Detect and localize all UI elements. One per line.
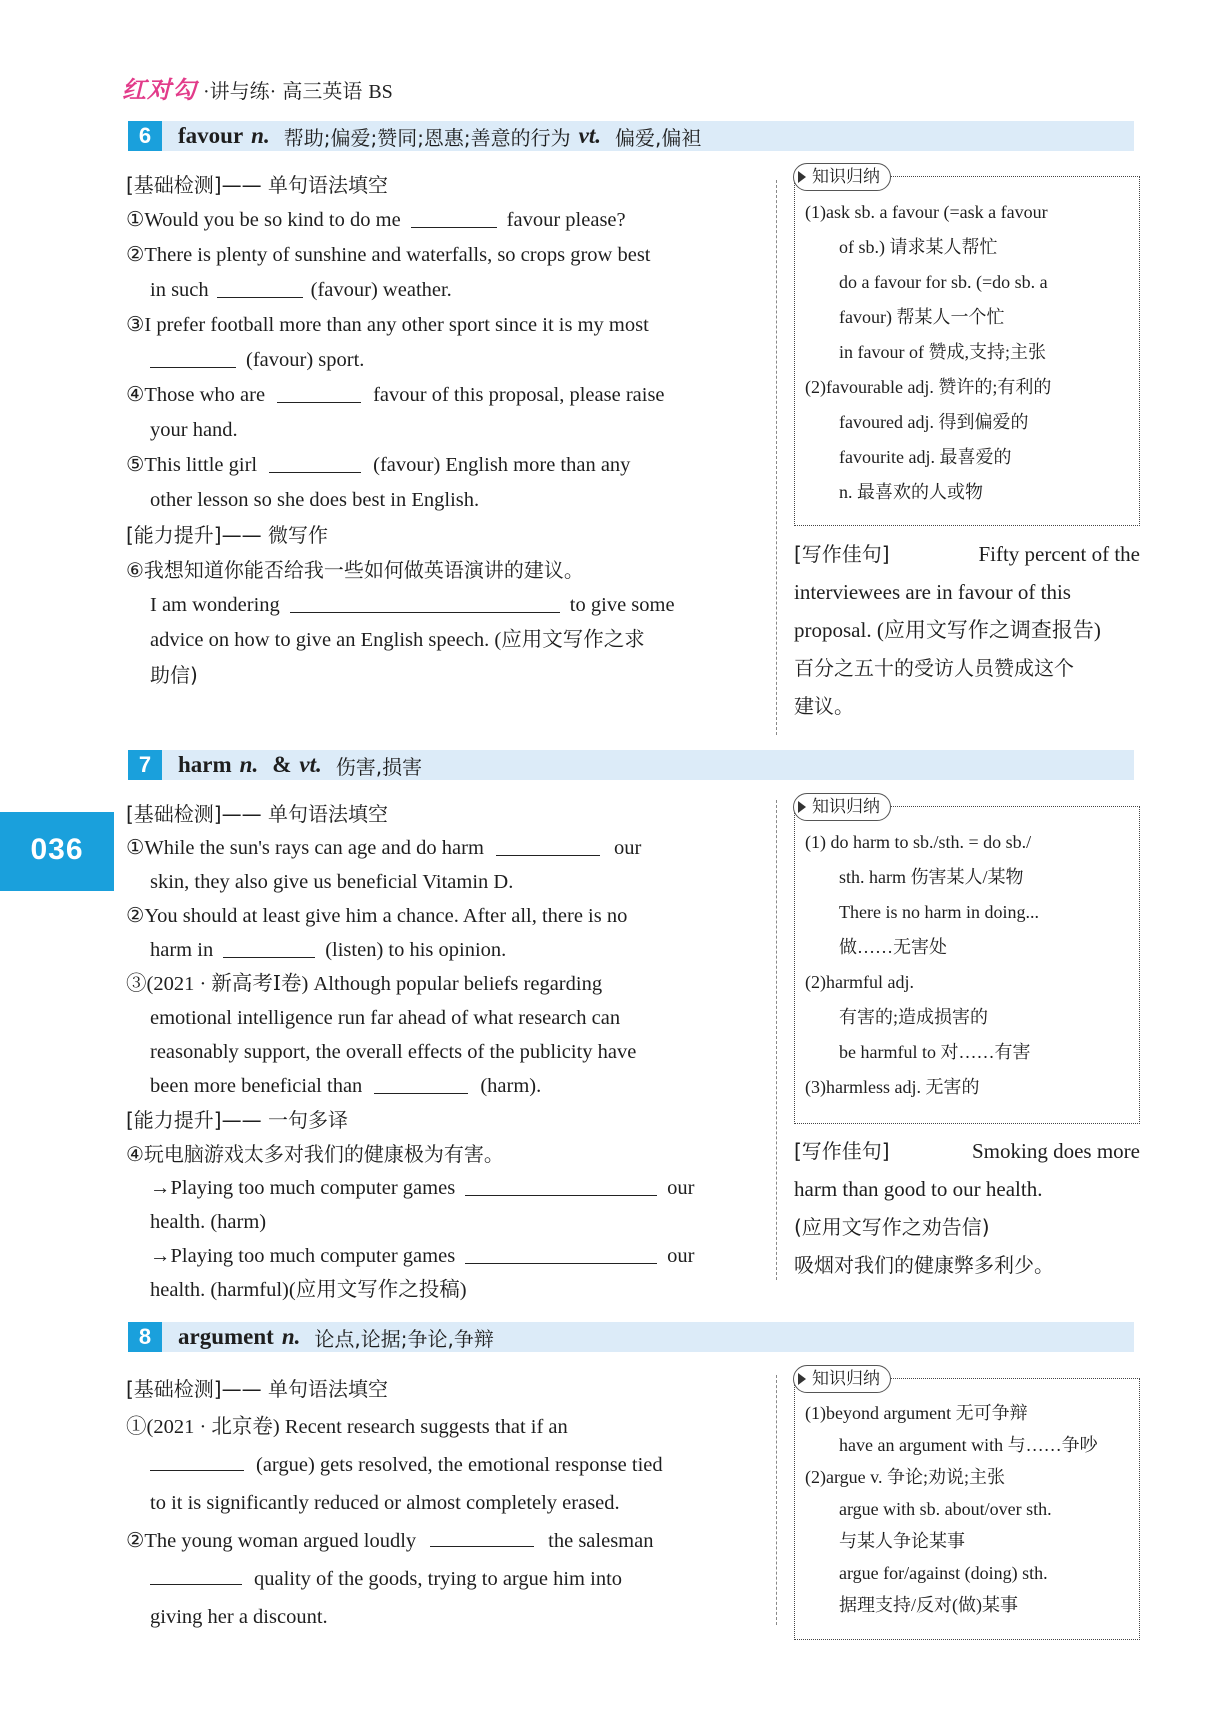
part-of-speech: vt. xyxy=(578,123,602,148)
exercise-line: health. (harm) xyxy=(150,1211,267,1233)
writing-example-harm xyxy=(794,1132,1140,1284)
question-text: I am wondering xyxy=(150,594,280,616)
exercise-line xyxy=(126,1171,760,1205)
exercise-line: ④玩电脑游戏太多对我们的健康极为有害。 xyxy=(126,1142,504,1166)
question-text: harm in xyxy=(150,939,214,961)
exercise-line xyxy=(126,1522,760,1560)
exercise-line: emotional intelligence run far ahead of what research can xyxy=(150,1007,621,1029)
entry-heading-argument xyxy=(128,1322,1134,1352)
note-line: (1)beyond argument 无可争辩 xyxy=(805,1403,1028,1423)
writing-text: Fifty percent of the xyxy=(978,542,1140,566)
tag-label: 知识归纳 xyxy=(812,797,880,817)
entry-number: 8 xyxy=(128,1322,162,1352)
writing-example-favour xyxy=(794,535,1140,725)
exercise-line: ③I prefer football more than any other sport since it is my most xyxy=(126,314,649,336)
question-text: ⑤This little girl xyxy=(126,454,258,476)
exercise-line: skin, they also give us beneficial Vitamin D. xyxy=(150,871,514,893)
note-line: (1)ask sb. a favour (=ask a favour xyxy=(805,202,1048,222)
wj-line: 百分之五十的受访人员赞成这个 xyxy=(794,656,1074,680)
wj-line: interviewees are in favour of this xyxy=(794,580,1071,604)
triangle-icon xyxy=(798,171,806,183)
note-line: (1) do harm to sb./sth. = do sb./ xyxy=(805,832,1032,852)
exercise-column-argument xyxy=(126,1370,760,1636)
exercise-line: reasonably support, the overall effects of the publicity have xyxy=(150,1041,637,1063)
note-line: 与某人争论某事 xyxy=(839,1531,965,1551)
exercise-line xyxy=(126,273,760,308)
exercise-line: your hand. xyxy=(150,419,238,441)
wj-line xyxy=(794,535,1140,573)
exercise-line xyxy=(126,343,760,378)
answer-blank[interactable] xyxy=(465,1239,657,1264)
question-text: (harm). xyxy=(480,1075,542,1097)
exercise-line: ⑥我想知道你能否给我一些如何做英语演讲的建议。 xyxy=(126,558,584,582)
tag-label: 知识归纳 xyxy=(812,1369,880,1389)
headword: favour xyxy=(178,123,244,148)
wj-line: (应用文写作之劝告信) xyxy=(794,1215,990,1239)
answer-blank[interactable] xyxy=(217,273,303,298)
triangle-icon xyxy=(798,801,806,813)
wj-line: harm than good to our health. xyxy=(794,1177,1043,1201)
entry-number: 7 xyxy=(128,750,162,780)
exercise-line: ②There is plenty of sunshine and waterfalls, so crops grow best xyxy=(126,244,651,266)
wj-line xyxy=(794,1132,1140,1170)
question-text: ①While the sun's rays can age and do harm xyxy=(126,837,484,859)
answer-blank[interactable] xyxy=(223,933,315,958)
question-text: →Playing too much computer games xyxy=(150,1245,456,1267)
writing-label: [写作佳句] xyxy=(794,542,890,566)
answer-blank[interactable] xyxy=(150,343,236,368)
exercise-line xyxy=(126,1446,760,1484)
knowledge-tag xyxy=(793,163,891,191)
exercise-line xyxy=(126,378,760,413)
definition: 伤害,损害 xyxy=(335,754,423,779)
note-line: argue for/against (doing) sth. xyxy=(839,1563,1048,1583)
question-text: favour of this proposal, please raise xyxy=(373,384,665,406)
note-line: favour) 帮某人一个忙 xyxy=(839,307,1005,327)
exercise-line: to it is significantly reduced or almost completely erased. xyxy=(150,1492,620,1514)
answer-blank[interactable] xyxy=(411,203,497,228)
exercise-line: ②You should at least give him a chance. After all, there is no xyxy=(126,905,628,927)
section-heading: [基础检测]—— 单句语法填空 xyxy=(126,173,388,197)
answer-blank[interactable] xyxy=(269,448,361,473)
note-line: favourite adj. 最喜爱的 xyxy=(839,447,1012,467)
question-text: (argue) gets resolved, the emotional response tied xyxy=(256,1454,663,1476)
note-line: sth. harm 伤害某人/某物 xyxy=(839,867,1024,887)
section-heading: [能力提升]—— 微写作 xyxy=(126,523,328,547)
part-of-speech: n. xyxy=(281,1324,301,1349)
question-text: the salesman xyxy=(548,1530,654,1552)
note-line: n. 最喜欢的人或物 xyxy=(839,482,983,502)
triangle-icon xyxy=(798,1373,806,1385)
note-line: There is no harm in doing... xyxy=(839,902,1039,922)
question-text: (favour) sport. xyxy=(246,349,365,371)
question-text: →Playing too much computer games xyxy=(150,1177,456,1199)
exercise-line: other lesson so she does best in English. xyxy=(150,489,480,511)
column-divider xyxy=(776,180,777,735)
note-line: be harmful to 对……有害 xyxy=(839,1042,1031,1062)
exercise-line xyxy=(126,831,760,865)
question-text: been more beneficial than xyxy=(150,1075,363,1097)
exercise-line xyxy=(126,448,760,483)
note-line: do a favour for sb. (=do sb. a xyxy=(839,272,1048,292)
series-label: ·讲与练· xyxy=(203,81,277,103)
column-divider xyxy=(776,1375,777,1625)
note-line: of sb.) 请求某人帮忙 xyxy=(839,237,998,257)
answer-blank[interactable] xyxy=(150,1560,242,1585)
note-line: 做……无害处 xyxy=(839,937,947,957)
definition: 偏爱,偏袒 xyxy=(615,125,702,150)
note-line: (2)favourable adj. 赞许的;有利的 xyxy=(805,377,1052,397)
writing-label: [写作佳句] xyxy=(794,1139,890,1163)
part-of-speech: vt. xyxy=(299,752,322,777)
note-line: 有害的;造成损害的 xyxy=(839,1007,989,1027)
note-line: in favour of 赞成,支持;主张 xyxy=(839,342,1046,362)
headword: harm xyxy=(178,752,232,777)
page-number: 036 xyxy=(0,812,114,888)
page-header xyxy=(122,70,393,104)
knowledge-box-favour xyxy=(794,167,1140,526)
page-tab-underline xyxy=(0,888,114,891)
ampersand: & xyxy=(272,752,292,777)
column-divider xyxy=(776,800,777,1280)
section-heading: [能力提升]—— 一句多译 xyxy=(126,1108,348,1132)
section-heading: [基础检测]—— 单句语法填空 xyxy=(126,802,388,826)
note-line: favoured adj. 得到偏爱的 xyxy=(839,412,1029,432)
exercise-line xyxy=(126,1069,760,1103)
exercise-column-harm xyxy=(126,797,760,1307)
wj-line: 吸烟对我们的健康弊多利少。 xyxy=(794,1253,1054,1277)
note-line: (3)harmless adj. 无害的 xyxy=(805,1077,980,1097)
question-text: favour please? xyxy=(506,209,626,231)
exercise-line xyxy=(126,1239,760,1273)
definition: 帮助;偏爱;赞同;恩惠;善意的行为 xyxy=(283,125,571,150)
exercise-line xyxy=(126,1560,760,1598)
note-line: have an argument with 与……争吵 xyxy=(839,1435,1098,1455)
exercise-column-favour xyxy=(126,168,760,693)
part-of-speech: n. xyxy=(251,123,270,148)
exercise-line xyxy=(126,588,760,623)
note-line: (2)harmful adj. xyxy=(805,972,914,992)
exercise-line: ①(2021 · 北京卷) Recent research suggests that if an xyxy=(126,1416,568,1438)
part-of-speech: n. xyxy=(239,752,259,777)
exercise-line xyxy=(126,933,760,967)
answer-blank[interactable] xyxy=(150,1446,244,1471)
wj-line: proposal. (应用文写作之调查报告) xyxy=(794,618,1101,642)
entry-heading-harm xyxy=(128,750,1134,780)
question-text: in such xyxy=(150,279,209,301)
question-text: quality of the goods, trying to argue him into xyxy=(254,1568,623,1590)
question-text: (favour) weather. xyxy=(310,279,452,301)
tag-label: 知识归纳 xyxy=(812,167,880,187)
answer-blank[interactable] xyxy=(496,831,600,856)
exercise-line: advice on how to give an English speech. (应用文写作之求 xyxy=(150,629,645,651)
note-line: argue with sb. about/over sth. xyxy=(839,1499,1052,1519)
question-text: to give some xyxy=(569,594,675,616)
exercise-line: health. (harmful)(应用文写作之投稿) xyxy=(150,1279,467,1301)
question-text: ②The young woman argued loudly xyxy=(126,1530,417,1552)
exercise-line xyxy=(126,203,760,238)
answer-blank[interactable] xyxy=(465,1171,657,1196)
note-line: 据理支持/反对(做)某事 xyxy=(839,1595,1018,1615)
writing-text: Smoking does more xyxy=(972,1139,1140,1163)
question-text: ①Would you be so kind to do me xyxy=(126,209,401,231)
course-label: 高三英语 xyxy=(282,81,363,103)
headword: argument xyxy=(178,1324,274,1349)
question-text: (favour) English more than any xyxy=(373,454,631,476)
exercise-line: giving her a discount. xyxy=(150,1606,328,1628)
answer-blank[interactable] xyxy=(374,1069,468,1094)
answer-blank[interactable] xyxy=(290,588,560,613)
question-text: ④Those who are xyxy=(126,384,266,406)
wj-line: 建议。 xyxy=(794,694,854,718)
entry-number: 6 xyxy=(128,121,162,151)
question-text: our xyxy=(667,1177,695,1199)
knowledge-box-argument xyxy=(794,1369,1140,1640)
definition: 论点,论据;争论,争辩 xyxy=(314,1326,494,1351)
entry-heading-favour xyxy=(128,121,1134,151)
question-text: our xyxy=(667,1245,695,1267)
exercise-line: ③(2021 · 新高考Ⅰ卷) Although popular beliefs regarding xyxy=(126,973,603,995)
brand-logo: 红对勾 xyxy=(122,78,197,104)
answer-blank[interactable] xyxy=(277,378,361,403)
question-text: (listen) to his opinion. xyxy=(325,939,507,961)
knowledge-box-harm xyxy=(794,797,1140,1124)
answer-blank[interactable] xyxy=(430,1522,534,1547)
knowledge-tag xyxy=(793,1365,891,1393)
note-line: (2)argue v. 争论;劝说;主张 xyxy=(805,1467,1005,1487)
exercise-line: 助信) xyxy=(150,663,198,687)
question-text: our xyxy=(613,837,642,859)
section-heading: [基础检测]—— 单句语法填空 xyxy=(126,1377,388,1401)
knowledge-tag xyxy=(793,793,891,821)
edition-code: BS xyxy=(368,81,393,103)
